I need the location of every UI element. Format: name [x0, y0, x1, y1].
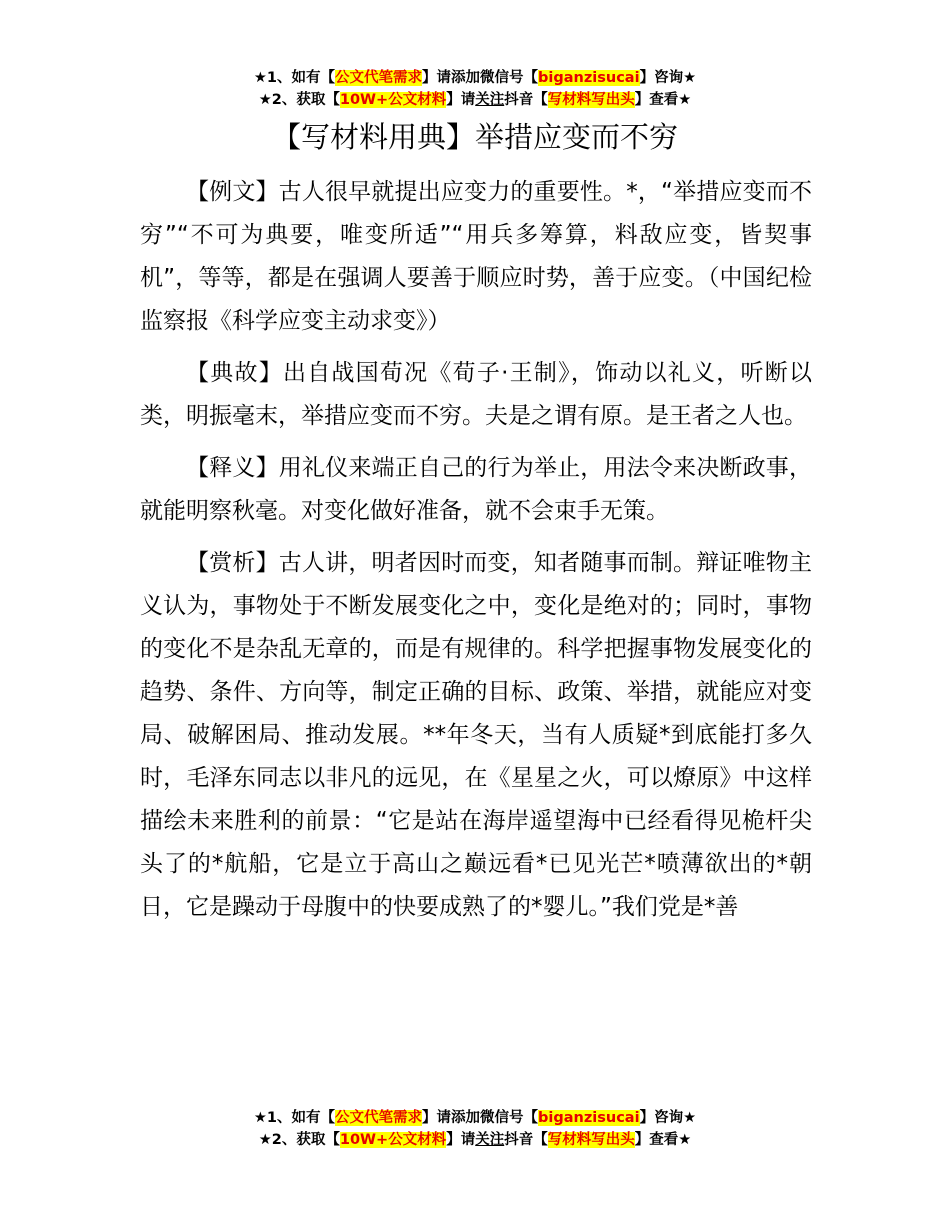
document-title: 【写材料用典】举措应变而不穷	[271, 120, 678, 154]
banner-keyword: 关注	[475, 92, 505, 108]
highlight-account: 写材料写出头	[547, 92, 635, 108]
banner-text: 】查看★	[634, 92, 692, 108]
banner-text: 】请	[422, 1110, 452, 1126]
banner-text: 微信号【	[480, 1110, 539, 1126]
banner-line-2	[0, 1129, 950, 1151]
banner-text: ★2、获取【	[258, 92, 340, 108]
highlight-materials: 10W+公文材料	[339, 92, 447, 108]
paragraph-allusion: 【典故】出自战国荀况《荀子·王制》，饰动以礼义，听断以类，明振毫末，举措应变而不穷。夫是之谓有原。是王者之人也。	[140, 360, 812, 429]
highlight-account: 写材料写出头	[547, 1132, 635, 1148]
banner-text: 】咨询★	[639, 1110, 697, 1126]
banner-text: 】请	[446, 92, 476, 108]
banner-text: 】咨询★	[639, 70, 697, 86]
highlight-wechat-id: biganzisucai	[538, 70, 640, 86]
banner-line-1	[0, 1107, 950, 1129]
highlight-service: 公文代笔需求	[335, 70, 423, 86]
banner-text: 抖音【	[504, 92, 548, 108]
banner-text: 】请	[446, 1132, 476, 1148]
highlight-wechat-id: biganzisucai	[538, 1110, 640, 1126]
paragraph-example: 【例文】古人很早就提出应变力的重要性。*，“举措应变而不穷”“不可为典要，唯变所适”“用兵多筹算，料敌应变，皆契事机”，等等，都是在强调人要善于顺应时势，善于应变。（中国纪检监察报《科学应变主动求变》）	[140, 179, 812, 334]
banner-text: 】请	[422, 70, 452, 86]
highlight-service: 公文代笔需求	[335, 1110, 423, 1126]
banner-text: ★1、如有【	[253, 70, 336, 86]
banner-text: 微信号【	[480, 70, 539, 86]
header-banner	[0, 67, 950, 111]
banner-text: ★1、如有【	[253, 1110, 336, 1126]
paragraph-interpretation: 【释义】用礼仪来端正自己的行为举止，用法令来决断政事，就能明察秋毫。对变化做好准备，就不会束手无策。	[140, 455, 812, 524]
banner-text: 抖音【	[504, 1132, 548, 1148]
document-body	[140, 171, 812, 938]
footer-banner	[0, 1107, 950, 1151]
banner-keyword: 关注	[475, 1132, 505, 1148]
banner-text: 】查看★	[634, 1132, 692, 1148]
banner-keyword: 添加	[451, 70, 481, 86]
banner-line-2	[0, 89, 950, 111]
highlight-materials: 10W+公文材料	[339, 1132, 447, 1148]
banner-line-1	[0, 67, 950, 89]
paragraph-appreciation: 【赏析】古人讲，明者因时而变，知者随事而制。辩证唯物主义认为，事物处于不断发展变化之中，变化是绝对的；同时，事物的变化不是杂乱无章的，而是有规律的。科学把握事物发展变化的趋势、条件、方向等，制定正确的目标、政策、举措，就能应对变局、破解困局、推动发展。**年冬天，当有人质疑*到底能打多久时，毛泽东同志以非凡的远见，在《星星之火，可以燎原》中这样描绘未来胜利的前景：“它是站在海岸遥望海中已经看得见桅杆尖头了的*航船，它是立于高山之巅远看*已见光芒*喷薄欲出的*朝日，它是躁动于母腹中的快要成熟了的*婴儿。”我们党是*善	[140, 550, 812, 920]
banner-keyword: 添加	[451, 1110, 481, 1126]
banner-text: ★2、获取【	[258, 1132, 340, 1148]
